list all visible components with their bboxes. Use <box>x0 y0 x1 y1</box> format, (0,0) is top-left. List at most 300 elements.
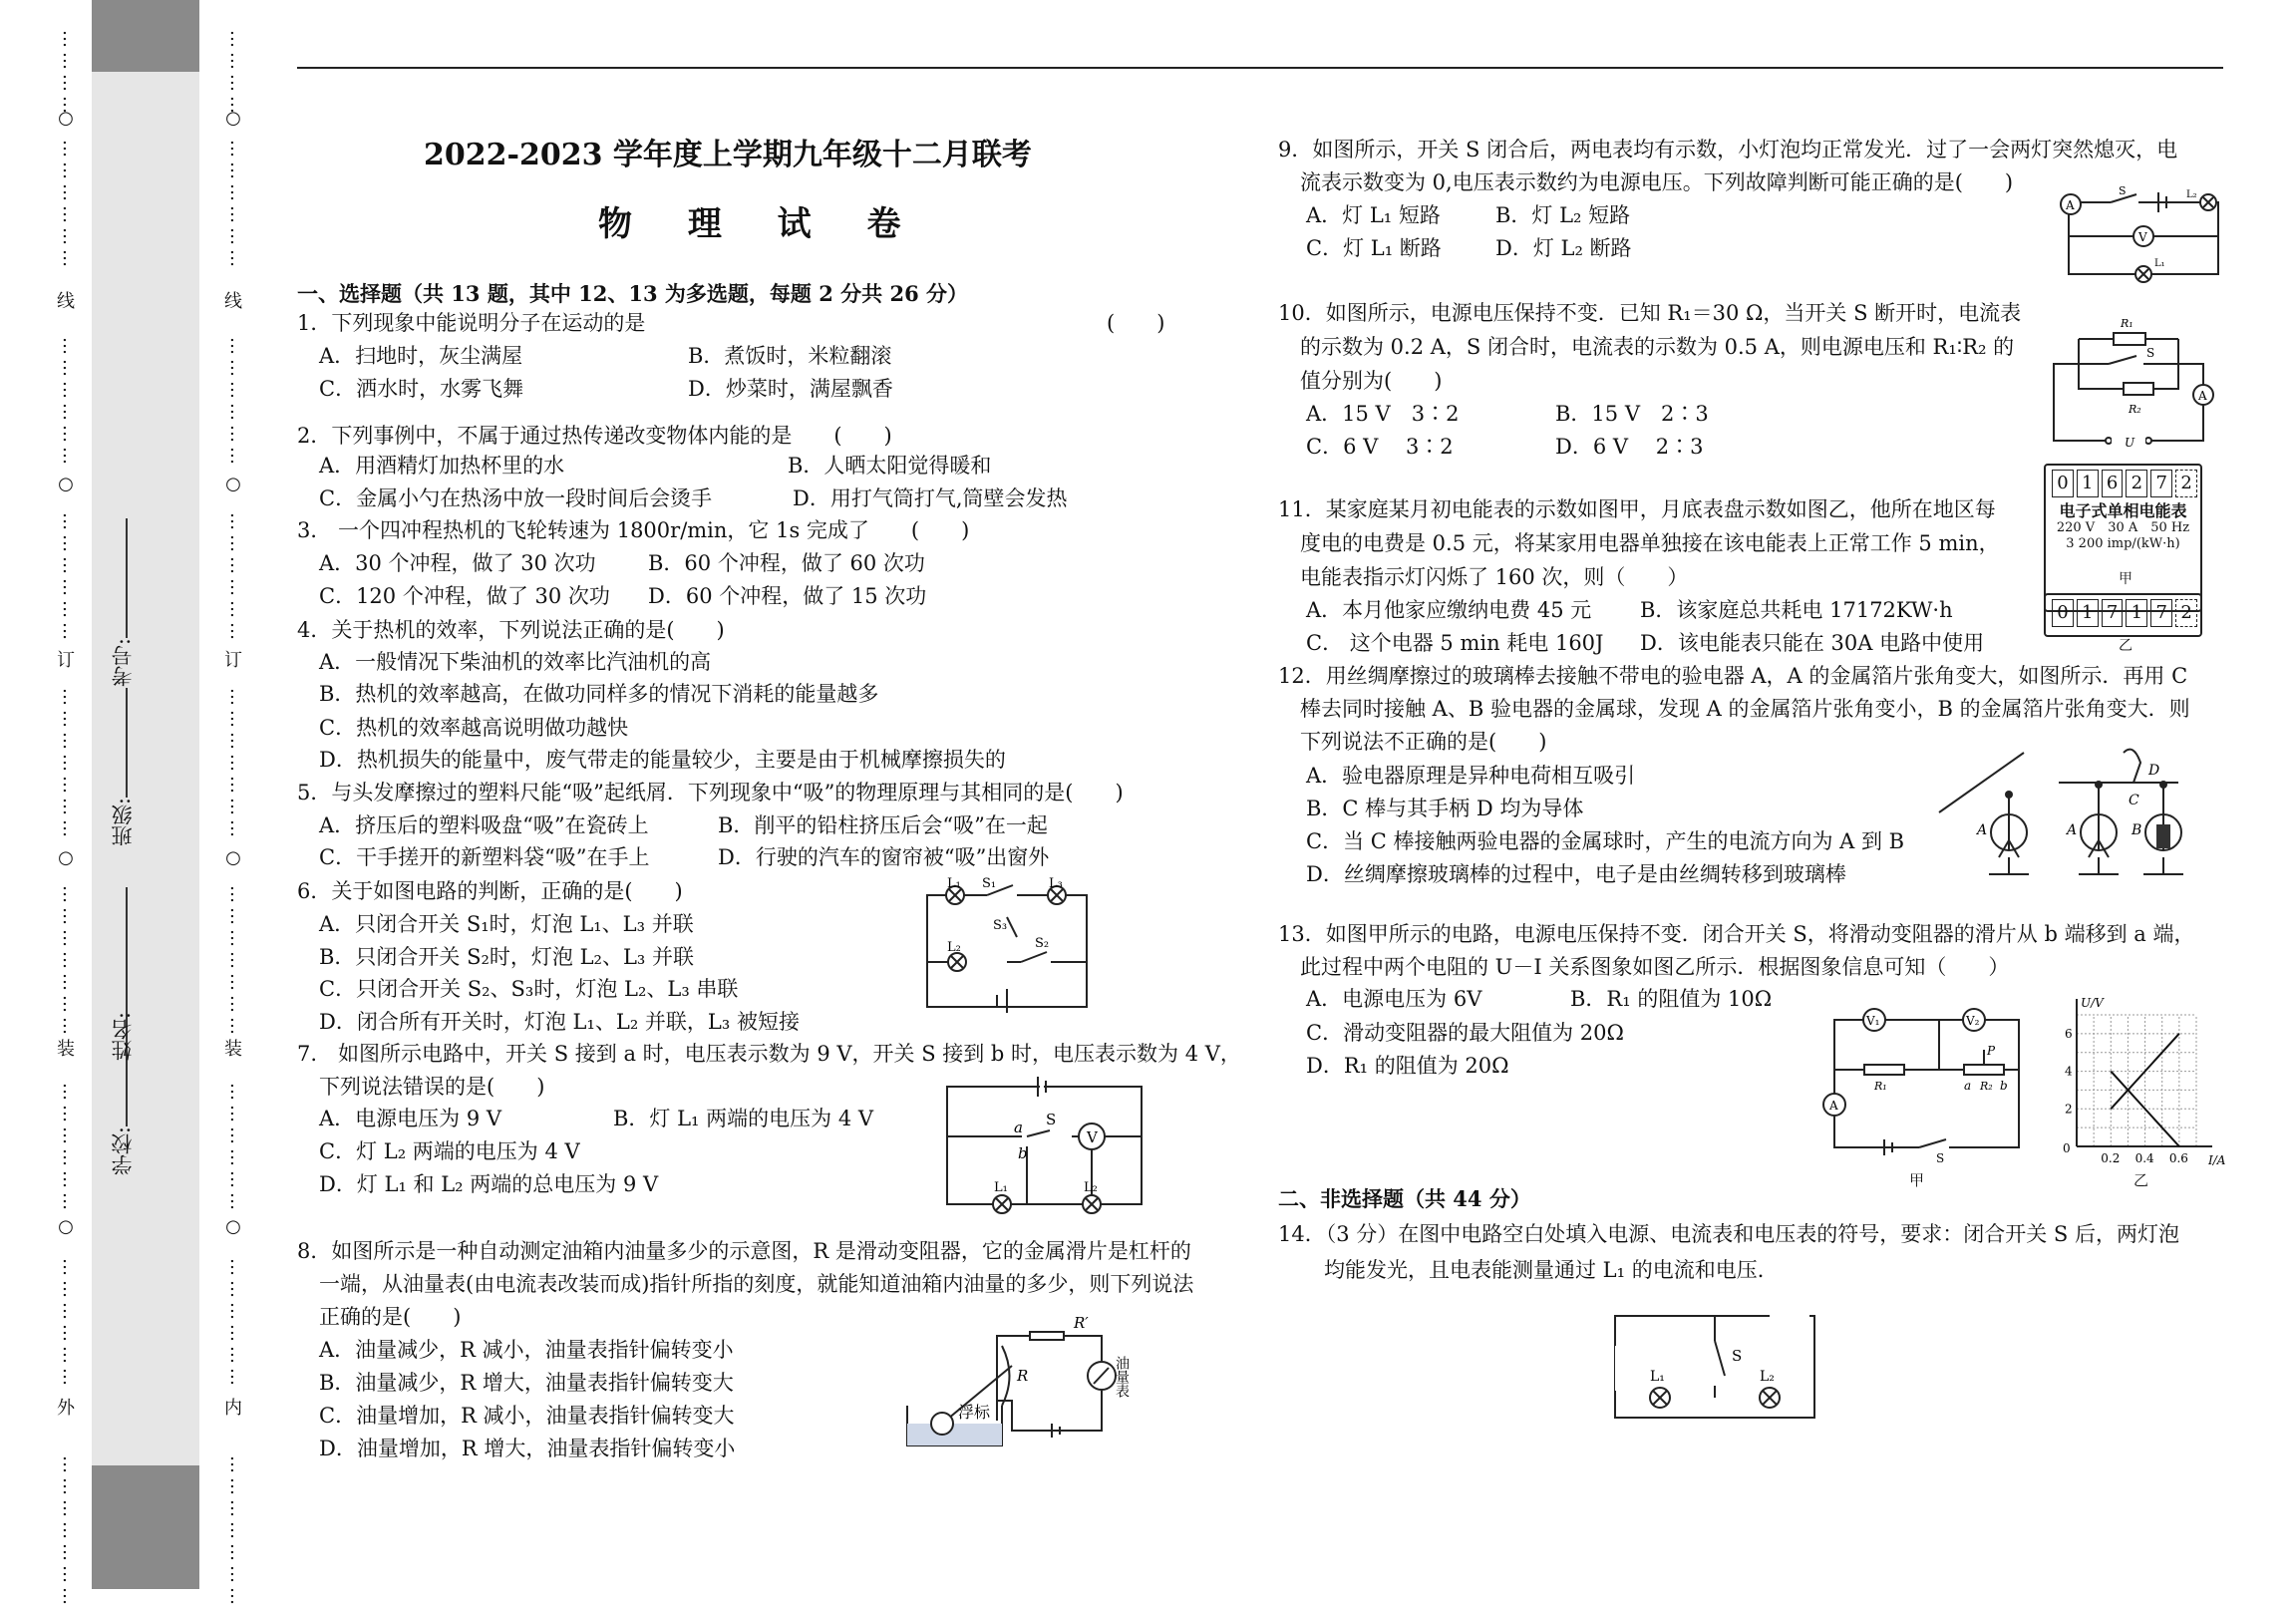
seal-dot: … <box>59 1477 80 1495</box>
q12-option-d[interactable]: D．丝绸摩擦玻璃棒的过程中，电子是由丝绸转移到玻璃棒 <box>1306 862 1846 886</box>
q7-option-b[interactable]: B．灯 L₁ 两端的电压为 4 V <box>613 1107 874 1130</box>
seal-circle: ○ <box>58 108 74 129</box>
seal-dot: … <box>226 249 247 267</box>
q10-label-s: S <box>2146 346 2155 360</box>
name-field-line[interactable] <box>126 887 128 1007</box>
seal-dot: … <box>59 1105 80 1123</box>
class-field-label: 班级: <box>111 798 135 847</box>
q6-stem-line1: 6．关于如图电路的判断，正确的是( ) <box>297 879 683 903</box>
header-rule <box>297 67 2223 69</box>
q4-stem-line1: 4．关于热机的效率，下列说法正确的是( ) <box>297 618 725 642</box>
seal-dot: … <box>226 96 247 114</box>
q7-label-b: b <box>1018 1144 1028 1162</box>
chart-y-tick: 6 <box>2065 1026 2073 1041</box>
seal-dot: … <box>226 1192 247 1210</box>
q6-label-l3: L₃ <box>1049 876 1063 891</box>
seal-dot: … <box>59 907 80 925</box>
seal-dot: … <box>59 1192 80 1210</box>
seal-dot: … <box>226 1587 247 1605</box>
gray-block-middle <box>92 72 199 1465</box>
q11-option-b[interactable]: B．该家庭总共耗电 17172KW·h <box>1640 598 1953 622</box>
q13-option-b[interactable]: B．R₁ 的阻值为 10Ω <box>1570 987 1773 1011</box>
q5-option-d[interactable]: D．行驶的汽车的窗帘被“吸”出窗外 <box>718 845 1050 869</box>
seal-dot: … <box>226 1346 247 1364</box>
q2-option-d[interactable]: D．用打气筒打气,筒壁会发热 <box>793 486 1068 510</box>
seal-dot: … <box>59 710 80 728</box>
seal-char: 订 <box>57 650 75 671</box>
chart-y-tick: 2 <box>2065 1102 2073 1117</box>
seal-dot: … <box>59 885 80 903</box>
seal-dot: … <box>226 819 247 837</box>
q13-option-d[interactable]: D．R₁ 的阻值为 20Ω <box>1306 1054 1509 1078</box>
seal-dot: … <box>59 1170 80 1188</box>
seal-dot: … <box>226 52 247 70</box>
q11-meter-spec2: 3 200 imp/(kW·h) <box>2066 535 2180 551</box>
seal-dot: … <box>59 1587 80 1605</box>
seal-dot: … <box>226 798 247 815</box>
q6-circuit-figure <box>917 877 1097 1022</box>
meter-digit: 2 <box>2175 470 2197 497</box>
q10-option-b[interactable]: B．15 V 2∶3 <box>1555 402 1709 426</box>
seal-dot: … <box>226 1170 247 1188</box>
q13-option-c[interactable]: C．滑动变阻器的最大阻值为 20Ω <box>1306 1021 1624 1045</box>
q5-option-c[interactable]: C．干手搓开的新塑料袋“吸”在手上 <box>319 845 650 869</box>
q9-option-d[interactable]: D．灯 L₂ 断路 <box>1495 236 1632 260</box>
chart-x-tick: 0.2 <box>2101 1151 2121 1165</box>
seal-char: 外 <box>57 1398 75 1419</box>
q11-meter-title: 电子式单相电能表 <box>2059 501 2187 520</box>
q8-label-rprime: R′ <box>1074 1314 1089 1332</box>
q10-stem-line1: 10．如图所示，电源电压保持不变．已知 R₁＝30 Ω，当开关 S 断开时，电流表 <box>1278 301 2022 325</box>
seal-dot: … <box>59 1017 80 1035</box>
q8-stem-line1: 8．如图所示是一种自动测定油箱内油量多少的示意图，R 是滑动变阻器，它的金属滑片是杠杆的 <box>297 1239 1191 1263</box>
seal-dot: … <box>59 688 80 706</box>
gray-block-bottom <box>92 1465 199 1589</box>
q13-label-r2: R₂ <box>1980 1080 1993 1093</box>
name-field-label: 姓名: <box>111 1012 135 1062</box>
seal-dot: … <box>59 622 80 640</box>
q13-ui-chart <box>2049 997 2228 1176</box>
seal-dot: … <box>59 1521 80 1539</box>
q8-option-b[interactable]: B．油量减少，R 增大，油量表指针偏转变大 <box>319 1371 734 1395</box>
seal-circle: ○ <box>58 474 74 494</box>
q11-option-d[interactable]: D．该电能表只能在 30A 电路中使用 <box>1640 631 1985 655</box>
q1-answer-paren: ( ) <box>1107 311 1165 335</box>
seal-dot: … <box>59 1280 80 1298</box>
seal-dot: … <box>226 1543 247 1561</box>
seal-dot: … <box>59 995 80 1013</box>
number-field-label: 考号: <box>111 638 135 688</box>
seal-char: 线 <box>57 291 75 312</box>
q11-stem-line3: 电能表指示灯闪烁了 160 次，则（ ） <box>1300 565 1689 589</box>
q9-stem-line1: 9．如图所示，开关 S 闭合后，两电表均有示数，小灯泡均正常发光．过了一会两灯突然熄灭，电 <box>1278 138 2178 161</box>
seal-circle: ○ <box>58 847 74 868</box>
seal-dot: … <box>226 1126 247 1144</box>
q9-option-c[interactable]: C．灯 L₁ 断路 <box>1306 236 1442 260</box>
q4-option-c[interactable]: C．热机的效率越高说明做功越快 <box>319 716 629 740</box>
q12-label-b: B <box>2132 822 2142 838</box>
q11-caption-b: 乙 <box>2119 638 2132 654</box>
q11-meter-spec1: 220 V 30 A 50 Hz <box>2056 520 2190 536</box>
seal-char: 装 <box>57 1039 75 1060</box>
seal-dot: … <box>59 140 80 158</box>
seal-dot: … <box>59 1565 80 1583</box>
q14-circuit-figure <box>1610 1306 1819 1426</box>
q7-voltmeter-label: V <box>1087 1128 1098 1146</box>
q11-option-a[interactable]: A．本月他家应缴纳电费 45 元 <box>1306 598 1592 622</box>
seal-dot: … <box>59 381 80 399</box>
chart-y-label: U/V <box>2081 996 2104 1010</box>
seal-dot: … <box>226 600 247 618</box>
meter-digit: 1 <box>2126 599 2147 627</box>
binding-gray-column <box>92 0 199 1589</box>
q10-option-c[interactable]: C．6 V 3∶2 <box>1306 435 1454 459</box>
seal-dot: … <box>226 556 247 574</box>
q2-stem-line1: 2．下列事例中，不属于通过热传递改变物体内能的是 ( ) <box>297 424 892 448</box>
q12-stem-line3: 下列说法不正确的是( ) <box>1300 730 1547 754</box>
q3-stem-line1: 3． 一个四冲程热机的飞轮转速为 1800r/min，它 1s 完成了 ( ) <box>297 518 970 542</box>
q13-caption-b: 乙 <box>2133 1171 2149 1189</box>
q14-label-l2: L₂ <box>1760 1369 1775 1385</box>
q12-label-a2: A <box>2067 822 2078 838</box>
seal-dot: … <box>59 52 80 70</box>
meter-digit: 1 <box>2077 470 2099 497</box>
q8-label-float: 浮标 <box>958 1403 991 1422</box>
q4-option-d[interactable]: D．热机损失的能量中，废气带走的能量较少，主要是由于机械摩擦损失的 <box>319 748 1006 772</box>
q8-oil-gauge-figure <box>902 1306 1161 1455</box>
seal-dot: … <box>59 1258 80 1276</box>
q9-label-l2: L₂ <box>2186 189 2197 200</box>
seal-dot: … <box>59 754 80 772</box>
q8-stem-line2: 一端，从油量表(由电流表改装而成)指针所指的刻度，就能知道油箱内油量的多少，则下列说法 <box>319 1272 1194 1296</box>
q9-label-l1: L₁ <box>2154 258 2165 269</box>
seal-dot: … <box>226 337 247 355</box>
meter-digit: 7 <box>2150 470 2172 497</box>
q7-label-s: S <box>1046 1111 1057 1128</box>
q9-option-a[interactable]: A．灯 L₁ 短路 <box>1306 203 1441 227</box>
q6-option-b[interactable]: B．只闭合开关 S₂时，灯泡 L₂、L₃ 并联 <box>319 945 694 969</box>
seal-dot: … <box>226 1148 247 1166</box>
seal-circle: ○ <box>58 1216 74 1237</box>
q7-label-l2: L₂ <box>1084 1180 1098 1195</box>
seal-dot: … <box>226 359 247 377</box>
q11-meter-a <box>2044 464 2202 612</box>
seal-dot: … <box>226 688 247 706</box>
seal-dot: … <box>226 929 247 947</box>
q11-option-c[interactable]: C． 这个电器 5 min 耗电 160J <box>1306 631 1604 655</box>
q10-label-r1: R₁ <box>2121 317 2133 330</box>
q5-option-a[interactable]: A．挤压后的塑料吸盘“吸”在瓷砖上 <box>319 813 649 837</box>
seal-dot: … <box>59 512 80 530</box>
q12-label-d: D <box>2148 763 2160 779</box>
seal-dot: … <box>59 951 80 969</box>
seal-dot: … <box>59 578 80 596</box>
seal-dot: … <box>59 425 80 443</box>
seal-dot: … <box>226 776 247 794</box>
meter-digit: 7 <box>2150 599 2172 627</box>
q8-label-r: R <box>1017 1367 1029 1385</box>
q13-stem-line1: 13．如图甲所示的电路，电源电压保持不变．闭合开关 S，将滑动变阻器的滑片从 b 端移到 a 端， <box>1278 922 2195 946</box>
q10-label-u: U <box>2125 436 2135 450</box>
seal-dot: … <box>226 710 247 728</box>
seal-dot: … <box>226 1565 247 1583</box>
seal-dot: … <box>59 973 80 991</box>
q7-circuit-figure <box>942 1077 1151 1211</box>
q12-label-c: C <box>2129 793 2139 808</box>
seal-dot: … <box>226 1302 247 1320</box>
seal-dot: … <box>226 534 247 552</box>
seal-dot: … <box>59 183 80 201</box>
q13-label-s: S <box>1936 1151 1945 1165</box>
seal-dot: … <box>226 907 247 925</box>
q3-option-d[interactable]: D．60 个冲程，做了 15 次功 <box>648 584 927 608</box>
q11-meter-a-digits <box>2052 470 2200 497</box>
seal-dot: … <box>59 1455 80 1473</box>
seal-dot: … <box>226 1499 247 1517</box>
q10-label-r2: R₂ <box>2129 403 2141 416</box>
seal-dot: … <box>226 1017 247 1035</box>
q13-v2-label: V₂ <box>1966 1014 1980 1028</box>
q7-option-d[interactable]: D．灯 L₁ 和 L₂ 两端的总电压为 9 V <box>319 1172 659 1196</box>
seal-dot: … <box>59 359 80 377</box>
q9-label-s: S <box>2119 184 2127 197</box>
q5-option-b[interactable]: B．削平的铅柱挤压后会“吸”在一起 <box>718 813 1048 837</box>
q8-option-a[interactable]: A．油量减少，R 减小，油量表指针偏转变小 <box>319 1338 734 1362</box>
seal-dot: … <box>226 1258 247 1276</box>
q1-option-d[interactable]: D．炒菜时，满屋飘香 <box>688 377 893 401</box>
q10-circuit-figure <box>2049 309 2228 449</box>
q6-label-s3: S₃ <box>993 918 1008 933</box>
seal-dot: … <box>59 249 80 267</box>
q6-label-l1: L₁ <box>947 876 961 891</box>
seal-dot: … <box>59 30 80 48</box>
seal-dot: … <box>226 578 247 596</box>
q12-option-c[interactable]: C．当 C 棒接触两验电器的金属球时，产生的电流方向为 A 到 B <box>1306 829 1905 853</box>
meter-digit: 1 <box>2077 599 2099 627</box>
q7-option-c[interactable]: C．灯 L₂ 两端的电压为 4 V <box>319 1139 580 1163</box>
q11-caption-a: 甲 <box>2119 571 2132 587</box>
seal-dot: … <box>59 205 80 223</box>
q6-label-s1: S₁ <box>982 876 997 891</box>
seal-dot: … <box>226 1477 247 1495</box>
meter-digit: 2 <box>2175 599 2197 627</box>
seal-dot: … <box>226 1368 247 1386</box>
q7-option-a[interactable]: A．电源电压为 9 V <box>319 1107 502 1130</box>
seal-dot: … <box>59 776 80 794</box>
q10-option-a[interactable]: A．15 V 3∶2 <box>1306 402 1460 426</box>
q14-label-s: S <box>1732 1347 1743 1365</box>
q9-circuit-figure <box>2059 184 2228 279</box>
seal-dot: … <box>59 337 80 355</box>
seal-char: 内 <box>224 1398 242 1419</box>
q14-stem-line1: 14．（3 分）在图中电路空白处填入电源、电流表和电压表的符号，要求：闭合开关 S 后，两灯泡 <box>1278 1222 2179 1246</box>
q8-option-d[interactable]: D．油量增加，R 增大，油量表指针偏转变小 <box>319 1437 736 1460</box>
q12-electroscope-figure <box>1929 743 2228 882</box>
q12-label-a1: A <box>1977 822 1988 838</box>
seal-dot: … <box>59 1126 80 1144</box>
class-field-line[interactable] <box>126 688 128 798</box>
seal-dot: … <box>226 381 247 399</box>
q13-stem-line2: 此过程中两个电阻的 U－I 关系图象如图乙所示．根据图象信息可知（ ） <box>1300 955 2010 979</box>
seal-dot: … <box>226 183 247 201</box>
q6-option-d[interactable]: D．闭合所有开关时，灯泡 L₁、L₂ 并联，L₃ 被短接 <box>319 1010 800 1034</box>
q6-label-l2: L₂ <box>947 940 961 955</box>
q13-caption-a: 甲 <box>1909 1171 1925 1189</box>
q6-option-c[interactable]: C．只闭合开关 S₂、S₃时，灯泡 L₂、L₃ 串联 <box>319 977 739 1001</box>
q6-label-s2: S₂ <box>1035 936 1050 951</box>
q7-label-a: a <box>1014 1119 1023 1136</box>
seal-dot: … <box>226 447 247 465</box>
q10-stem-line3: 值分别为( ) <box>1300 369 1443 393</box>
seal-dot: … <box>59 1302 80 1320</box>
seal-dot: … <box>59 819 80 837</box>
school-field-label: 学校: <box>111 1126 135 1176</box>
q9-option-b[interactable]: B．灯 L₂ 短路 <box>1495 203 1631 227</box>
q8-label-meter: 油量表 <box>1114 1356 1130 1398</box>
seal-dot: … <box>59 403 80 421</box>
exam-title: 2022-2023 学年度上学期九年级十二月联考 <box>424 138 1032 172</box>
seal-dot: … <box>226 205 247 223</box>
q7-stem-line1: 7. 如图所示电路中，开关 S 接到 a 时，电压表示数为 9 V，开关 S 接到 b 时，电压表示数为 4 V， <box>297 1042 1241 1066</box>
q14-label-l1: L₁ <box>1650 1369 1665 1385</box>
q10-stem-line2: 的示数为 0.2 A，S 闭合时，电流表的示数为 0.5 A，则电源电压和 R₁∶R₂ 的 <box>1300 335 2015 359</box>
q1-option-c[interactable]: C．洒水时，水雾飞舞 <box>319 377 524 401</box>
seal-circle: ○ <box>225 474 241 494</box>
seal-dot: … <box>226 227 247 245</box>
seal-dot: … <box>59 74 80 92</box>
seal-dot: … <box>59 1324 80 1342</box>
meter-digit: 0 <box>2052 599 2074 627</box>
q3-option-a[interactable]: A．30 个冲程，做了 30 次功 <box>319 551 596 575</box>
q9-stem-line2: 流表示数变为 0,电压表示数约为电源电压。下列故障判断可能正确的是( ) <box>1300 170 2014 194</box>
q1-option-b[interactable]: B．煮饭时，米粒翻滚 <box>688 344 892 368</box>
inner-dot-line <box>224 0 247 1605</box>
q4-option-a[interactable]: A．一般情况下柴油机的效率比汽油机的高 <box>319 650 712 674</box>
outer-dot-line <box>57 0 80 1605</box>
q7-label-l1: L₁ <box>994 1180 1008 1195</box>
q1-option-a[interactable]: A．扫地时，灰尘满屋 <box>319 344 523 368</box>
seal-dot: … <box>226 1280 247 1298</box>
seal-dot: … <box>226 885 247 903</box>
chart-x-tick: 0.4 <box>2134 1151 2154 1165</box>
q6-option-a[interactable]: A．只闭合开关 S₁时，灯泡 L₁、L₃ 并联 <box>319 912 694 936</box>
q13-label-a: a <box>1964 1079 1972 1093</box>
seal-dot: … <box>226 161 247 179</box>
seal-circle: ○ <box>225 108 241 129</box>
chart-origin-label: 0 <box>2063 1141 2071 1155</box>
q13-label-p: P <box>1987 1044 1996 1058</box>
seal-dot: … <box>59 732 80 750</box>
seal-circle: ○ <box>225 847 241 868</box>
q12-stem-line2: 棒去同时接触 A、B 验电器的金属球，发现 A 的金属箔片张角变小，B 的金属箔片张角变大．则 <box>1300 697 2190 721</box>
seal-dot: … <box>226 403 247 421</box>
q10-ammeter-label: A <box>2198 389 2207 403</box>
seal-dot: … <box>226 732 247 750</box>
seal-dot: … <box>226 1521 247 1539</box>
q3-option-c[interactable]: C．120 个冲程，做了 30 次功 <box>319 584 610 608</box>
q13-circuit-figure <box>1824 1005 2029 1165</box>
seal-dot: … <box>226 74 247 92</box>
q11-stem-line2: 度电的电费是 0.5 元，将某家用电器单独接在该电能表上正常工作 5 min， <box>1300 531 2000 555</box>
seal-dot: … <box>226 995 247 1013</box>
gray-block-top <box>92 0 199 72</box>
seal-circle: ○ <box>225 1216 241 1237</box>
q11-meter-b-digits <box>2052 599 2200 627</box>
seal-dot: … <box>59 600 80 618</box>
seal-dot: … <box>59 929 80 947</box>
q9-ammeter-label: A <box>2066 198 2075 212</box>
q5-stem-line1: 5．与头发摩擦过的塑料尺能“吸”起纸屑．下列现象中“吸”的物理原理与其相同的是( ) <box>297 781 1124 804</box>
q3-option-b[interactable]: B．60 个冲程，做了 60 次功 <box>648 551 925 575</box>
meter-digit: 2 <box>2126 470 2147 497</box>
seal-char: 线 <box>224 291 242 312</box>
seal-dot: … <box>59 1368 80 1386</box>
q11-stem-line1: 11．某家庭某月初电能表的示数如图甲，月底表盘示数如图乙，他所在地区每 <box>1278 497 1996 521</box>
q13-label-r1: R₁ <box>1874 1080 1887 1093</box>
q11-meter-b <box>2044 593 2202 637</box>
meter-digit: 6 <box>2102 470 2124 497</box>
q8-option-c[interactable]: C．油量增加，R 减小，油量表指针偏转变大 <box>319 1404 735 1428</box>
q13-label-b: b <box>2000 1079 2008 1093</box>
seal-dot: … <box>59 1543 80 1561</box>
seal-dot: … <box>59 227 80 245</box>
seal-dot: … <box>226 30 247 48</box>
seal-char: 装 <box>224 1039 242 1060</box>
q14-stem-line2: 均能发光，且电表能测量通过 L₁ 的电流和电压． <box>1324 1258 1779 1282</box>
seal-dot: … <box>226 425 247 443</box>
seal-dot: … <box>226 1455 247 1473</box>
seal-dot: … <box>226 140 247 158</box>
q2-option-c[interactable]: C．金属小勺在热汤中放一段时间后会烫手 <box>319 486 713 510</box>
seal-dot: … <box>59 1083 80 1101</box>
meter-digit: 0 <box>2052 470 2074 497</box>
seal-dot: … <box>59 161 80 179</box>
chart-y-tick: 4 <box>2065 1064 2073 1079</box>
chart-x-tick: 0.6 <box>2168 1151 2188 1165</box>
q13-option-a[interactable]: A．电源电压为 6V <box>1306 987 1482 1011</box>
q1-stem-line1: 1．下列现象中能说明分子在运动的是 <box>297 311 646 335</box>
seal-dot: … <box>226 754 247 772</box>
q2-option-a[interactable]: A．用酒精灯加热杯里的水 <box>319 454 565 478</box>
q7-stem-line2: 下列说法错误的是( ) <box>319 1075 545 1099</box>
seal-dot: … <box>59 798 80 815</box>
seal-dot: … <box>59 447 80 465</box>
seal-dot: … <box>59 1148 80 1166</box>
seal-dot: … <box>226 973 247 991</box>
q12-stem-line1: 12．用丝绸摩擦过的玻璃棒去接触不带电的验电器 A，A 的金属箔片张角变大，如图所示．再用 C <box>1278 664 2188 688</box>
q2-option-b[interactable]: B．人晒太阳觉得暖和 <box>788 454 992 478</box>
seal-dot: … <box>226 622 247 640</box>
seal-dot: … <box>59 96 80 114</box>
seal-dot: … <box>226 951 247 969</box>
seal-dot: … <box>226 1083 247 1101</box>
q10-option-d[interactable]: D．6 V 2∶3 <box>1555 435 1704 459</box>
chart-x-label: I/A <box>2208 1153 2226 1167</box>
q13-ammeter-label: A <box>1829 1099 1838 1113</box>
seal-dot: … <box>226 1105 247 1123</box>
section2-heading: 二、非选择题（共 44 分） <box>1278 1186 1531 1211</box>
section1-heading: 一、选择题（共 13 题，其中 12、13 为多选题，每题 2 分共 26 分） <box>297 281 968 306</box>
number-field-line[interactable] <box>126 518 128 638</box>
exam-subject: 物 理 试 卷 <box>598 204 923 244</box>
seal-dot: … <box>59 556 80 574</box>
q12-option-a[interactable]: A．验电器原理是异种电荷相互吸引 <box>1306 764 1636 788</box>
q4-option-b[interactable]: B．热机的效率越高，在做功同样多的情况下消耗的能量越多 <box>319 682 879 706</box>
seal-dot: … <box>59 1346 80 1364</box>
q12-option-b[interactable]: B．C 棒与其手柄 D 均为导体 <box>1306 797 1584 820</box>
q8-stem-line3: 正确的是( ) <box>319 1305 462 1329</box>
binding-margin <box>0 0 92 1605</box>
